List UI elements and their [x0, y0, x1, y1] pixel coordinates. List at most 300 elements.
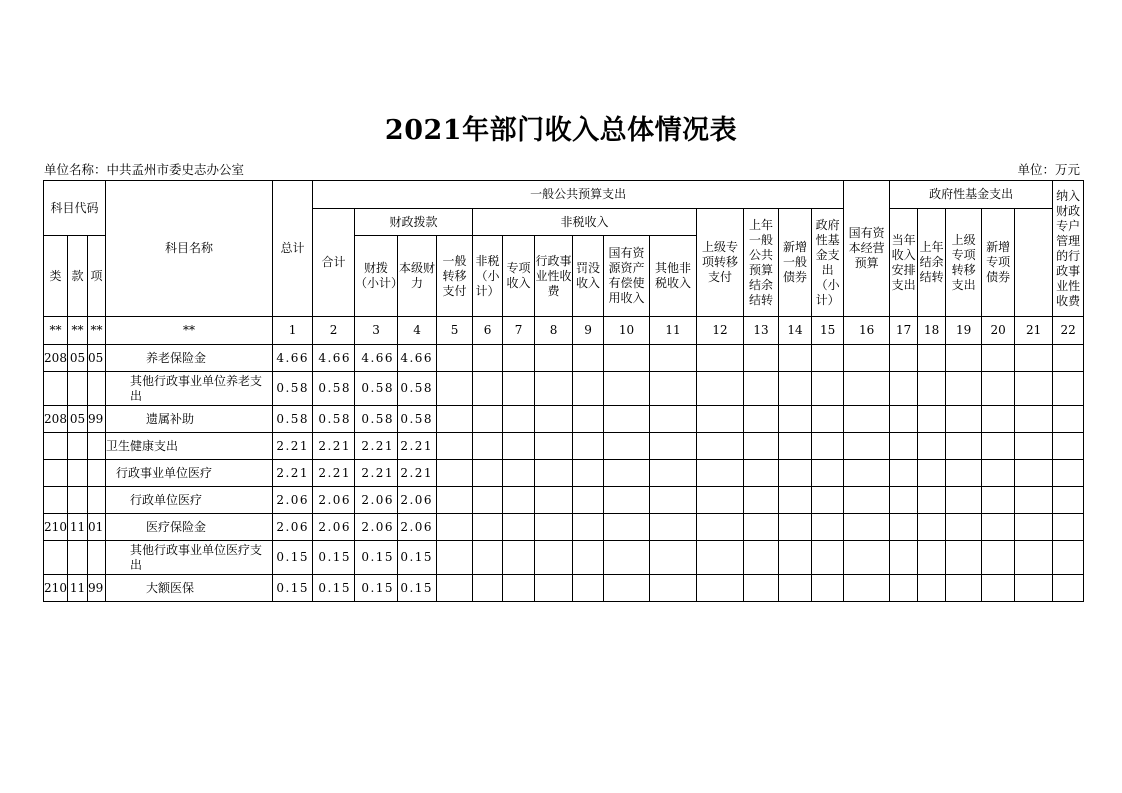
empty-cell — [1053, 345, 1084, 372]
empty-cell — [697, 406, 744, 433]
empty-cell — [812, 345, 844, 372]
total-cell: 4.66 — [273, 345, 313, 372]
empty-cell — [918, 487, 946, 514]
code-xiang-cell: 99 — [88, 406, 106, 433]
column-number-cell: 17 — [890, 317, 918, 345]
empty-cell — [535, 487, 573, 514]
empty-cell — [982, 460, 1015, 487]
empty-cell — [604, 514, 650, 541]
code-kuan-cell — [68, 541, 88, 575]
table-row — [44, 406, 1084, 433]
empty-cell — [573, 406, 604, 433]
header-subject-name: 科目名称 — [106, 181, 273, 317]
header-other-nontax: 其他非税收入 — [650, 236, 697, 317]
empty-cell — [604, 372, 650, 406]
empty-cell — [573, 460, 604, 487]
empty-cell — [812, 514, 844, 541]
empty-cell — [844, 345, 890, 372]
header-total: 总计 — [273, 181, 313, 317]
header-special-income: 专项收入 — [503, 236, 535, 317]
empty-cell — [890, 487, 918, 514]
code-xiang-cell — [88, 460, 106, 487]
empty-cell — [946, 460, 982, 487]
empty-cell — [697, 575, 744, 602]
empty-cell — [812, 541, 844, 575]
code-kuan-cell: 11 — [68, 514, 88, 541]
star-cell: ** — [106, 317, 273, 345]
subject-name-cell: 其他行政事业单位医疗支出 — [106, 541, 273, 575]
empty-cell — [473, 541, 503, 575]
header-fine: 罚没收入 — [573, 236, 604, 317]
subject-name-cell: 行政事业单位医疗 — [106, 460, 273, 487]
header-admin-fee: 行政事业性收费 — [535, 236, 573, 317]
empty-cell — [1053, 372, 1084, 406]
heji-cell: 0.15 — [313, 575, 355, 602]
code-lei-cell — [44, 487, 68, 514]
empty-cell — [744, 460, 779, 487]
code-lei-cell — [44, 433, 68, 460]
header-prev-balance: 上年结余结转 — [918, 209, 946, 317]
column-number-cell: 13 — [744, 317, 779, 345]
fiscal-subtotal-cell: 2.21 — [355, 460, 398, 487]
empty-cell — [697, 345, 744, 372]
empty-cell — [473, 345, 503, 372]
column-number-cell: 21 — [1015, 317, 1053, 345]
header-lei: 类 — [44, 236, 68, 317]
code-xiang-cell — [88, 372, 106, 406]
empty-cell — [918, 460, 946, 487]
header-fee-mgmt: 纳入财政专户管理的行政事业性收费 — [1053, 181, 1084, 317]
empty-cell — [473, 460, 503, 487]
code-kuan-cell — [68, 460, 88, 487]
empty-cell — [1053, 460, 1084, 487]
total-cell: 0.15 — [273, 575, 313, 602]
empty-cell — [779, 541, 812, 575]
empty-cell — [744, 433, 779, 460]
empty-cell — [1053, 487, 1084, 514]
empty-cell — [437, 406, 473, 433]
code-xiang-cell — [88, 487, 106, 514]
empty-cell — [1053, 575, 1084, 602]
empty-cell — [744, 372, 779, 406]
empty-cell — [503, 345, 535, 372]
header-new-special-bond: 新增专项债券 — [982, 209, 1015, 317]
empty-cell — [604, 433, 650, 460]
empty-cell — [1015, 487, 1053, 514]
header-xiang: 项 — [88, 236, 106, 317]
empty-cell — [844, 514, 890, 541]
empty-cell — [503, 433, 535, 460]
empty-cell — [812, 433, 844, 460]
empty-cell — [573, 487, 604, 514]
empty-cell — [890, 514, 918, 541]
column-number-cell: 22 — [1053, 317, 1084, 345]
empty-cell — [844, 575, 890, 602]
empty-cell — [473, 487, 503, 514]
empty-cell — [890, 575, 918, 602]
empty-cell — [650, 372, 697, 406]
empty-cell — [1053, 433, 1084, 460]
code-lei-cell: 208 — [44, 406, 68, 433]
code-lei-cell: 210 — [44, 575, 68, 602]
empty-cell — [890, 345, 918, 372]
empty-cell — [697, 487, 744, 514]
income-summary-table — [43, 180, 1084, 602]
subject-name-cell: 遗属补助 — [106, 406, 273, 433]
fiscal-subtotal-cell: 4.66 — [355, 345, 398, 372]
header-kuan: 款 — [68, 236, 88, 317]
code-xiang-cell — [88, 541, 106, 575]
empty-cell — [650, 345, 697, 372]
code-kuan-cell: 05 — [68, 406, 88, 433]
column-number-cell: 4 — [398, 317, 437, 345]
empty-cell — [982, 372, 1015, 406]
empty-cell — [503, 372, 535, 406]
empty-cell — [535, 345, 573, 372]
header-gov-fund-subtotal: 政府性基金支出（小计） — [812, 209, 844, 317]
code-lei-cell — [44, 541, 68, 575]
empty-cell — [604, 487, 650, 514]
empty-cell — [982, 487, 1015, 514]
column-number-cell: 5 — [437, 317, 473, 345]
table-row — [44, 433, 1084, 460]
empty-cell — [1015, 514, 1053, 541]
empty-cell — [779, 575, 812, 602]
empty-cell — [535, 433, 573, 460]
empty-cell — [946, 372, 982, 406]
empty-cell — [779, 514, 812, 541]
empty-cell — [573, 433, 604, 460]
header-subject-code: 科目代码 — [44, 181, 106, 236]
total-cell: 2.06 — [273, 487, 313, 514]
empty-cell — [890, 541, 918, 575]
empty-cell — [1015, 575, 1053, 602]
column-number-cell: 20 — [982, 317, 1015, 345]
empty-cell — [473, 406, 503, 433]
empty-cell — [918, 406, 946, 433]
empty-cell — [982, 433, 1015, 460]
empty-cell — [650, 575, 697, 602]
table-row — [44, 514, 1084, 541]
empty-cell — [890, 372, 918, 406]
empty-cell — [844, 406, 890, 433]
total-cell: 0.58 — [273, 372, 313, 406]
header-upper-special: 上级专项转移支付 — [697, 209, 744, 317]
empty-cell — [918, 541, 946, 575]
empty-cell — [812, 575, 844, 602]
empty-cell — [946, 433, 982, 460]
own-funds-cell: 2.06 — [398, 487, 437, 514]
code-lei-cell — [44, 372, 68, 406]
column-number-cell: 12 — [697, 317, 744, 345]
header-general-transfer: 一般转移支付 — [437, 236, 473, 317]
table-row — [44, 345, 1084, 372]
header-nontax: 非税收入 — [473, 209, 697, 236]
empty-cell — [535, 406, 573, 433]
code-xiang-cell — [88, 433, 106, 460]
empty-cell — [1015, 460, 1053, 487]
subject-name-cell: 行政单位医疗 — [106, 487, 273, 514]
empty-cell — [918, 514, 946, 541]
column-number-cell: 7 — [503, 317, 535, 345]
empty-cell — [604, 345, 650, 372]
empty-cell — [982, 345, 1015, 372]
column-number-cell: 3 — [355, 317, 398, 345]
empty-cell — [503, 460, 535, 487]
empty-cell — [535, 575, 573, 602]
header-upper-special-transfer: 上级专项转移支出 — [946, 209, 982, 317]
empty-cell — [650, 514, 697, 541]
column-number-cell: 15 — [812, 317, 844, 345]
empty-cell — [946, 575, 982, 602]
empty-cell — [604, 575, 650, 602]
heji-cell: 0.58 — [313, 406, 355, 433]
empty-cell — [844, 541, 890, 575]
empty-cell — [573, 345, 604, 372]
code-kuan-cell — [68, 487, 88, 514]
column-number-cell: 11 — [650, 317, 697, 345]
empty-cell — [650, 460, 697, 487]
empty-cell — [982, 575, 1015, 602]
empty-cell — [744, 406, 779, 433]
empty-cell — [437, 541, 473, 575]
own-funds-cell: 0.15 — [398, 575, 437, 602]
column-number-cell: 14 — [779, 317, 812, 345]
total-cell: 2.21 — [273, 433, 313, 460]
column-number-cell: 16 — [844, 317, 890, 345]
empty-cell — [744, 345, 779, 372]
heji-cell: 4.66 — [313, 345, 355, 372]
table-row — [44, 541, 1084, 575]
empty-cell — [890, 460, 918, 487]
empty-cell — [697, 514, 744, 541]
own-funds-cell: 2.21 — [398, 433, 437, 460]
empty-cell — [918, 575, 946, 602]
column-number-cell: 19 — [946, 317, 982, 345]
empty-cell — [650, 541, 697, 575]
empty-cell — [437, 487, 473, 514]
empty-cell — [946, 345, 982, 372]
empty-cell — [918, 372, 946, 406]
empty-cell — [1015, 541, 1053, 575]
column-index-row — [44, 317, 1084, 345]
header-heji: 合计 — [313, 209, 355, 317]
header-fiscal-subtotal: 财拨（小计） — [355, 236, 398, 317]
fiscal-subtotal-cell: 0.15 — [355, 541, 398, 575]
empty-cell — [1015, 372, 1053, 406]
empty-cell — [437, 575, 473, 602]
empty-cell — [890, 433, 918, 460]
empty-cell — [946, 487, 982, 514]
empty-cell — [1015, 406, 1053, 433]
table-row — [44, 372, 1084, 406]
empty-cell — [1053, 406, 1084, 433]
table-body — [44, 345, 1084, 602]
empty-cell — [503, 487, 535, 514]
unit-name-label: 单位名称：中共孟州市委史志办公室 — [44, 162, 245, 177]
total-cell: 0.15 — [273, 541, 313, 575]
empty-cell — [650, 433, 697, 460]
empty-cell — [535, 460, 573, 487]
own-funds-cell: 0.58 — [398, 372, 437, 406]
total-cell: 2.06 — [273, 514, 313, 541]
code-xiang-cell: 99 — [88, 575, 106, 602]
header-nontax-subtotal: 非税（小计） — [473, 236, 503, 317]
empty-cell — [573, 372, 604, 406]
star-cell: ** — [88, 317, 106, 345]
star-cell: ** — [68, 317, 88, 345]
fiscal-subtotal-cell: 0.58 — [355, 406, 398, 433]
empty-cell — [844, 487, 890, 514]
star-cell: ** — [44, 317, 68, 345]
heji-cell: 2.21 — [313, 433, 355, 460]
empty-cell — [697, 460, 744, 487]
fiscal-subtotal-cell: 2.06 — [355, 514, 398, 541]
empty-cell — [503, 541, 535, 575]
empty-cell — [812, 460, 844, 487]
column-number-cell: 2 — [313, 317, 355, 345]
empty-cell — [918, 345, 946, 372]
empty-cell — [503, 406, 535, 433]
empty-cell — [1015, 433, 1053, 460]
header-state-capital: 国有资本经营预算 — [844, 181, 890, 317]
empty-cell — [650, 406, 697, 433]
column-number-cell: 18 — [918, 317, 946, 345]
empty-cell — [844, 433, 890, 460]
empty-cell — [982, 514, 1015, 541]
empty-cell — [812, 406, 844, 433]
subject-name-cell: 其他行政事业单位养老支出 — [106, 372, 273, 406]
column-number-cell: 10 — [604, 317, 650, 345]
code-xiang-cell: 01 — [88, 514, 106, 541]
column-number-cell: 8 — [535, 317, 573, 345]
empty-cell — [744, 514, 779, 541]
column-number-cell: 6 — [473, 317, 503, 345]
code-kuan-cell — [68, 372, 88, 406]
empty-cell — [982, 406, 1015, 433]
own-funds-cell: 0.58 — [398, 406, 437, 433]
empty-cell — [812, 372, 844, 406]
own-funds-cell: 0.15 — [398, 541, 437, 575]
fiscal-subtotal-cell: 2.21 — [355, 433, 398, 460]
empty-cell — [573, 541, 604, 575]
total-cell: 0.58 — [273, 406, 313, 433]
empty-cell — [1015, 345, 1053, 372]
header-state-asset: 国有资源资产有偿使用收入 — [604, 236, 650, 317]
heji-cell: 0.58 — [313, 372, 355, 406]
empty-cell — [604, 406, 650, 433]
subject-name-cell: 养老保险金 — [106, 345, 273, 372]
empty-cell — [473, 575, 503, 602]
code-kuan-cell — [68, 433, 88, 460]
empty-cell — [604, 541, 650, 575]
empty-cell — [573, 575, 604, 602]
empty-cell — [1053, 541, 1084, 575]
empty-cell — [844, 460, 890, 487]
empty-cell — [779, 433, 812, 460]
empty-cell — [437, 345, 473, 372]
empty-cell — [697, 433, 744, 460]
empty-cell — [604, 460, 650, 487]
empty-cell — [779, 345, 812, 372]
empty-cell — [744, 487, 779, 514]
subject-name-cell: 医疗保险金 — [106, 514, 273, 541]
header-new-general-bond: 新增一般债券 — [779, 209, 812, 317]
empty-cell — [437, 514, 473, 541]
column-number-cell: 9 — [573, 317, 604, 345]
table-row — [44, 575, 1084, 602]
header-fiscal: 财政拨款 — [355, 209, 473, 236]
own-funds-cell: 2.21 — [398, 460, 437, 487]
empty-cell — [890, 406, 918, 433]
header-prev-general: 上年一般公共预算结余结转 — [744, 209, 779, 317]
empty-cell — [535, 541, 573, 575]
empty-cell — [503, 575, 535, 602]
code-xiang-cell: 05 — [88, 345, 106, 372]
header-gov-fund: 政府性基金支出 — [890, 181, 1053, 209]
empty-cell — [650, 487, 697, 514]
table-row — [44, 487, 1084, 514]
report-title: 2021年部门收入总体情况表 — [384, 115, 738, 146]
fiscal-subtotal-cell: 0.58 — [355, 372, 398, 406]
empty-cell — [1053, 514, 1084, 541]
header-general-budget: 一般公共预算支出 — [313, 181, 844, 209]
empty-cell — [779, 406, 812, 433]
table-row — [44, 460, 1084, 487]
empty-cell — [779, 460, 812, 487]
empty-cell — [744, 575, 779, 602]
header-current-arrangement: 当年收入安排支出 — [890, 209, 918, 317]
subject-name-cell: 卫生健康支出 — [106, 433, 273, 460]
empty-cell — [473, 372, 503, 406]
empty-cell — [437, 372, 473, 406]
currency-unit-label: 单位：万元 — [1017, 162, 1080, 177]
empty-cell — [812, 487, 844, 514]
heji-cell: 0.15 — [313, 541, 355, 575]
code-kuan-cell: 11 — [68, 575, 88, 602]
empty-cell — [982, 541, 1015, 575]
empty-cell — [535, 514, 573, 541]
empty-cell — [918, 433, 946, 460]
own-funds-cell: 4.66 — [398, 345, 437, 372]
empty-cell — [779, 487, 812, 514]
heji-cell: 2.06 — [313, 487, 355, 514]
total-cell: 2.21 — [273, 460, 313, 487]
empty-cell — [697, 541, 744, 575]
code-lei-cell: 208 — [44, 345, 68, 372]
own-funds-cell: 2.06 — [398, 514, 437, 541]
code-lei-cell — [44, 460, 68, 487]
empty-cell — [573, 514, 604, 541]
header-own-funds: 本级财力 — [398, 236, 437, 317]
heji-cell: 2.21 — [313, 460, 355, 487]
fiscal-subtotal-cell: 2.06 — [355, 487, 398, 514]
empty-cell — [744, 541, 779, 575]
empty-cell — [946, 406, 982, 433]
empty-cell — [503, 514, 535, 541]
empty-cell — [437, 460, 473, 487]
fiscal-subtotal-cell: 0.15 — [355, 575, 398, 602]
code-lei-cell: 210 — [44, 514, 68, 541]
subject-name-cell: 大额医保 — [106, 575, 273, 602]
empty-cell — [473, 433, 503, 460]
code-kuan-cell: 05 — [68, 345, 88, 372]
heji-cell: 2.06 — [313, 514, 355, 541]
empty-cell — [946, 541, 982, 575]
empty-cell — [844, 372, 890, 406]
empty-cell — [473, 514, 503, 541]
column-number-cell: 1 — [273, 317, 313, 345]
